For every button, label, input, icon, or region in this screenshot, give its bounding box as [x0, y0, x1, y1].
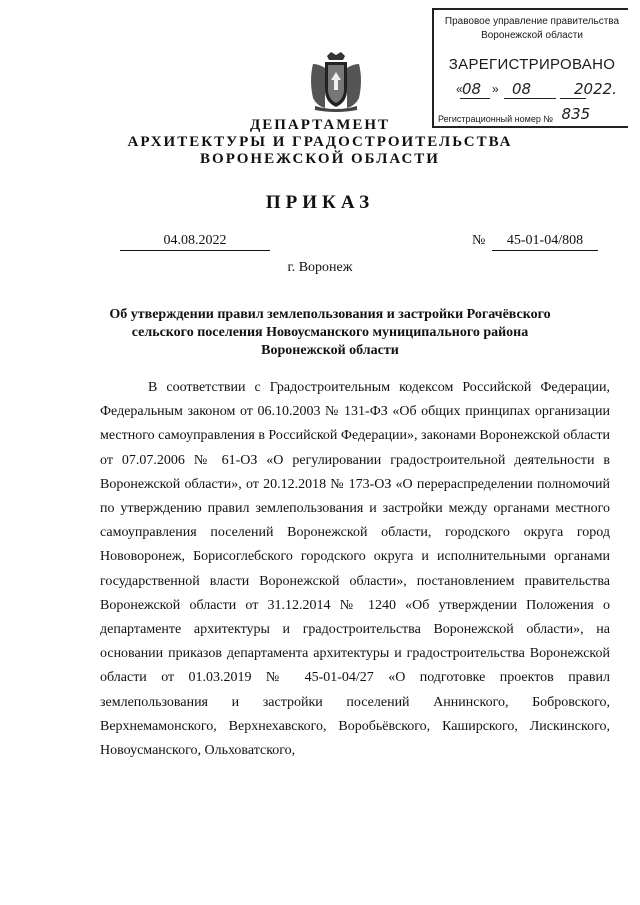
coat-of-arms-icon: [307, 50, 365, 112]
body-text: [100, 376, 610, 763]
stamp-reg-number-value: 835: [561, 105, 591, 123]
document-type: ПРИКАЗ: [265, 192, 375, 213]
order-number-sign: №: [472, 233, 486, 248]
registration-stamp: [432, 8, 628, 128]
order-subject: Об утверждении правил землепользования и застройки Рогачёвского сельского поселения Новоусманского муниципального района Воронежской области: [109, 307, 551, 358]
stamp-date-day: 08: [462, 80, 482, 98]
order-date: 04.08.2022: [120, 233, 270, 251]
department-line2: АРХИТЕКТУРЫ И ГРАДОСТРОИТЕЛЬСТВА: [127, 134, 513, 150]
stamp-org-line1: Правовое управление правительства: [444, 16, 620, 27]
department-line3: ВОРОНЕЖСКОЙ ОБЛАСТИ: [200, 151, 440, 167]
stamp-date: « 08 » 08 2022.: [456, 80, 617, 98]
body-paragraph: В соответствии с Градостроительным кодексом Российской Федерации, Федеральным законом от 06.10.2003 № 131-ФЗ «Об общих принципах организации местного самоуправления в Российской Федерации», законами Воронежской области от 07.07.2006 № 61-ОЗ «О регулировании градостроительной деятельности в Воронежской области», от 20.12.2018 № 173-ОЗ «О перераспределении полномочий по утверждению правил землепользования и застройки между органами местного самоуправления поселений Воронежской области, городского округа город Нововоронеж, Борисоглебского городского округа и исполнительными органами государственной власти Воронежской области», постановлением правительства Воронежской области от 31.12.2014 № 1240 «Об утверждении Положения о департаменте архитектуры и градостроительства Воронежской области», на основании приказов департамента архитектуры и градостроительства Воронежской области от 01.03.2019 № 45-01-04/27 «О подготовке проектов правил землепользования и застройки поселений Аннинского, Бобровского, Верхнемамонского, Верхнехавского, Воробьёвского, Каширского, Лискинского, Новоусманского, Ольховатского,: [100, 380, 610, 759]
department-line1: ДЕПАРТАМЕНТ: [249, 117, 391, 133]
stamp-date-year: 2022.: [574, 80, 617, 98]
stamp-registered-label: ЗАРЕГИСТРИРОВАНО: [448, 56, 616, 73]
order-number: 45-01-04/808: [492, 233, 598, 251]
stamp-reg-number-label: Регистрационный номер №: [438, 114, 554, 124]
city-line: г. Воронеж: [287, 260, 353, 275]
stamp-org-line2: Воронежской области: [481, 30, 583, 41]
stamp-date-month: 08: [512, 80, 532, 98]
